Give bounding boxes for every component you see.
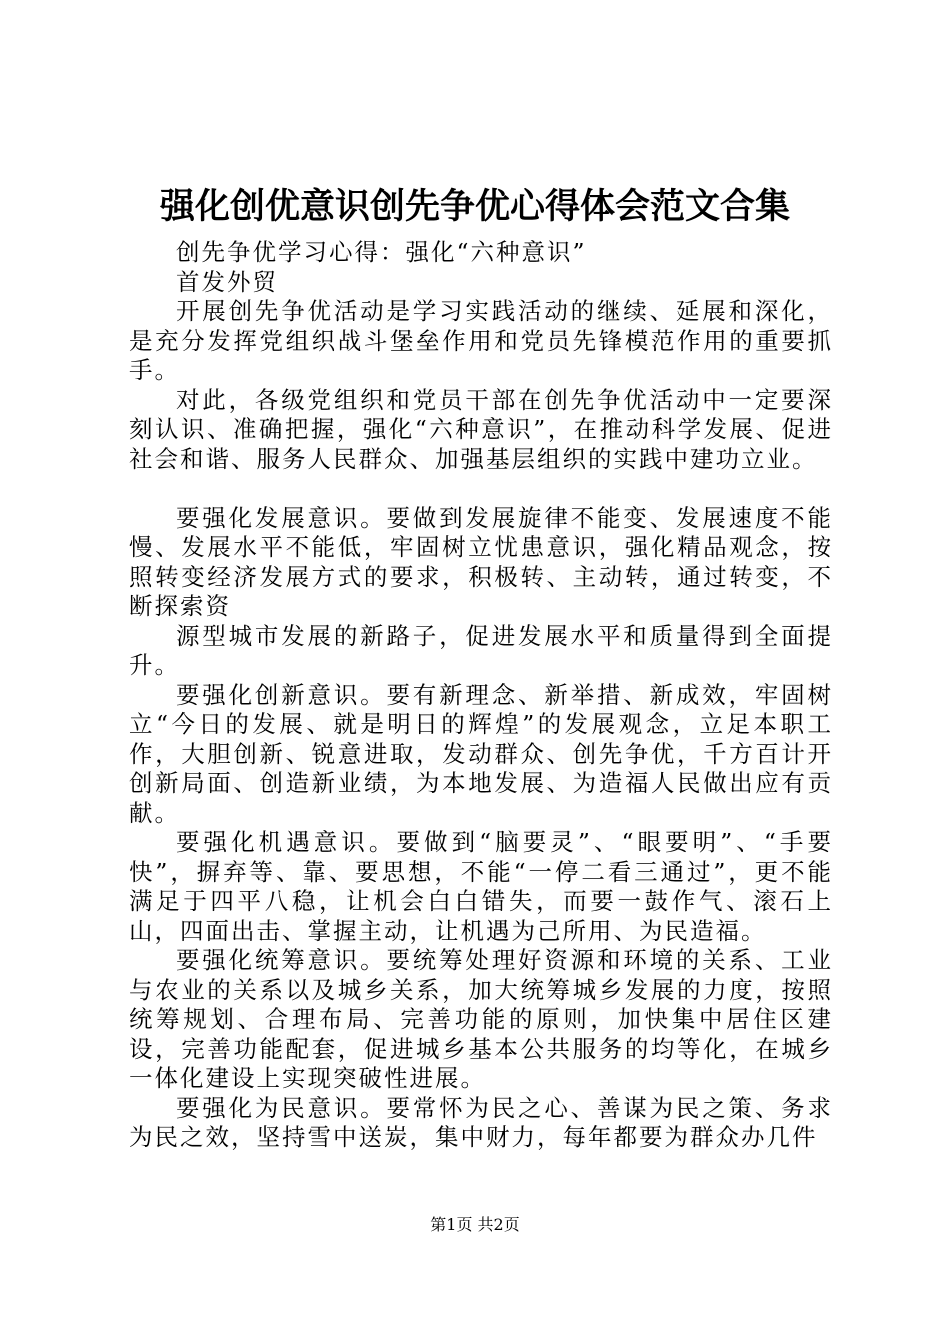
paragraph: 对此，各级党组织和党员干部在创先争优活动中一定要深刻认识、准确把握，强化“六种意识”，在推动科学发展、促进社会和谐、服务人民群众、加强基层组织的实践中建功立业。	[129, 385, 833, 473]
paragraph: 要强化统筹意识。要统筹处理好资源和环境的关系、工业与农业的关系以及城乡关系，加大统筹城乡发展的力度，按照统筹规划、合理布局、完善功能的原则，加快集中居住区建设，完善功能配套，促进城乡基本公共服务的均等化，在城乡一体化建设上实现突破性进展。	[129, 946, 833, 1092]
document-body	[129, 238, 833, 1153]
document-title: 强化创优意识创先争优心得体会范文合集	[159, 186, 790, 227]
paragraph: 要强化机遇意识。要做到“脑要灵”、“眼要明”、“手要快”，摒弃等、靠、要思想，不能“一停二看三通过”，更不能满足于四平八稳，让机会白白错失，而要一鼓作气、滚石上山，四面出击、掌握主动，让机遇为己所用、为民造福。	[129, 828, 833, 945]
page-footer: 第1页 共2页	[430, 1215, 520, 1234]
paragraph: 要强化为民意识。要常怀为民之心、善谋为民之策、务求为民之效，坚持雪中送炭，集中财力，每年都要为群众办几件	[129, 1093, 833, 1151]
paragraph-subtitle: 创先争优学习心得：强化“六种意识”	[176, 238, 587, 266]
paragraph-source: 首发外贸	[176, 267, 278, 296]
paragraph: 源型城市发展的新路子，促进发展水平和质量得到全面提升。	[129, 621, 833, 679]
paragraph: 开展创先争优活动是学习实践活动的继续、延展和深化，是充分发挥党组织战斗堡垒作用和党员先锋模范作用的重要抓手。	[129, 297, 833, 384]
paragraph: 要强化创新意识。要有新理念、新举措、新成效，牢固树立“今日的发展、就是明日的辉煌”的发展观念，立足本职工作，大胆创新、锐意进取，发动群众、创先争优，千方百计开创新局面、创造新业绩，为本地发展、为造福人民做出应有贡献。	[129, 680, 833, 827]
paragraph: 要强化发展意识。要做到发展旋律不能变、发展速度不能慢、发展水平不能低，牢固树立忧患意识，强化精品观念，按照转变经济发展方式的要求，积极转、主动转，通过转变，不断探索资	[129, 503, 833, 620]
